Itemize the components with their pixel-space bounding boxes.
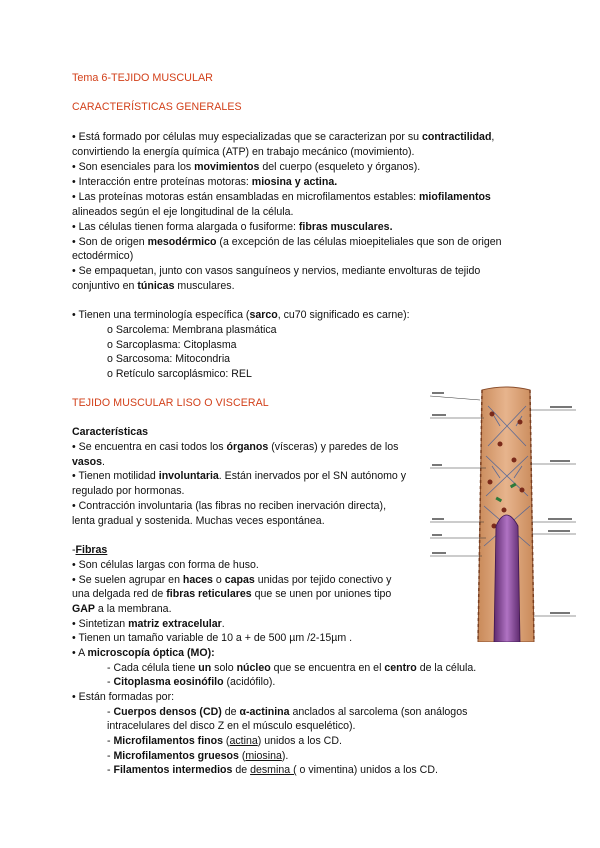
smooth-muscle-cell-diagram <box>430 386 576 642</box>
term-reticulo: o Retículo sarcoplásmico: REL <box>107 368 252 380</box>
bullet-myofilaments-cont: alineados según el eje longitudinal de la célula. <box>72 206 294 218</box>
bullet-organs-cont: vasos. <box>72 456 105 468</box>
bullet-contraction: • Contracción involuntaria (las fibras no reciben inervación directa), <box>72 500 387 512</box>
bullet-myofilaments: • Las proteínas motoras están ensambladas en microfilamentos estables: miofilamentos <box>72 191 491 203</box>
section-heading-smooth: TEJIDO MUSCULAR LISO O VISCERAL <box>72 397 269 409</box>
bullet-contraction-cont: lenta gradual y sostenida. Muchas veces espontánea. <box>72 515 325 527</box>
bullet-bundles-cont2: GAP a la membrana. <box>72 603 172 615</box>
term-sarcosoma: o Sarcosoma: Mitocondria <box>107 353 231 365</box>
term-sarcolema: o Sarcolema: Membrana plasmática <box>107 324 277 336</box>
bullet-spindle: • Son células largas con forma de huso. <box>72 559 259 571</box>
bullet-contractility-cont: convirtiendo la energía química (ATP) en trabajo mecánico (movimiento). <box>72 146 415 158</box>
bullet-involuntary-cont: regulado por hormonas. <box>72 485 185 497</box>
bullet-organs: • Se encuentra en casi todos los órganos (vísceras) y paredes de los <box>72 441 399 453</box>
bullet-composition: • Están formadas por: <box>72 691 175 703</box>
bullet-bundles-cont: una delgada red de fibras reticulares que se unen por uniones tipo <box>72 588 392 600</box>
bullet-movements: • Son esenciales para los movimientos del cuerpo (esqueleto y órganos). <box>72 161 421 173</box>
smooth-muscle-cell-illustration <box>430 386 576 642</box>
optical-cytoplasm: - Citoplasma eosinófilo (acidófilo). <box>107 676 276 688</box>
bullet-origin-cont: ectodérmico) <box>72 250 134 262</box>
bullet-packing-cont: conjuntivo en túnicas musculares. <box>72 280 235 292</box>
bullet-size: • Tienen un tamaño variable de 10 a + de 500 µm /2-15µm . <box>72 632 353 644</box>
bullet-optical: • A microscopía óptica (MO): <box>72 647 215 659</box>
section-heading-general: CARACTERÍSTICAS GENERALES <box>72 101 242 113</box>
characteristics-heading: Características <box>72 426 148 438</box>
bullet-contractility: • Está formado por células muy especializadas que se caracterizan por su contractilidad, <box>72 131 495 143</box>
bullet-origin: • Son de origen mesodérmico (a excepción de las células mioepiteliales que son de origen <box>72 236 502 248</box>
fibers-heading: -Fibras <box>72 544 108 556</box>
bullet-terminology: • Tienen una terminología específica (sarco, cu70 significado es carne): <box>72 309 410 321</box>
optical-nucleus: - Cada célula tiene un solo núcleo que se encuentra en el centro de la célula. <box>107 662 477 674</box>
bullet-motor-proteins: • Interacción entre proteínas motoras: miosina y actina. <box>72 176 338 188</box>
comp-thick-filaments: - Microfilamentos gruesos (miosina). <box>107 750 289 762</box>
bullet-matrix: • Sintetizan matriz extracelular. <box>72 618 225 630</box>
bullet-packing: • Se empaquetan, junto con vasos sanguíneos y nervios, mediante envolturas de tejido <box>72 265 481 277</box>
comp-intermediate-filaments: - Filamentos intermedios de desmina ( o vimentina) unidos a los CD. <box>107 764 438 776</box>
bullet-bundles: • Se suelen agrupar en haces o capas unidas por tejido conectivo y <box>72 574 392 586</box>
comp-thin-filaments: - Microfilamentos finos (actina) unidos a los CD. <box>107 735 342 747</box>
term-sarcoplasma: o Sarcoplasma: Citoplasma <box>107 339 237 351</box>
bullet-fibers: • Las células tienen forma alargada o fusiforme: fibras musculares. <box>72 221 393 233</box>
comp-dense-bodies-cont: intracelulares del disco Z en el músculo esquelético). <box>107 720 356 732</box>
bullet-involuntary: • Tienen motilidad involuntaria. Están inervados por el SN autónomo y <box>72 470 407 482</box>
comp-dense-bodies: - Cuerpos densos (CD) de α-actinina anclados al sarcolema (son análogos <box>107 706 468 718</box>
document-title: Tema 6-TEJIDO MUSCULAR <box>72 72 213 84</box>
